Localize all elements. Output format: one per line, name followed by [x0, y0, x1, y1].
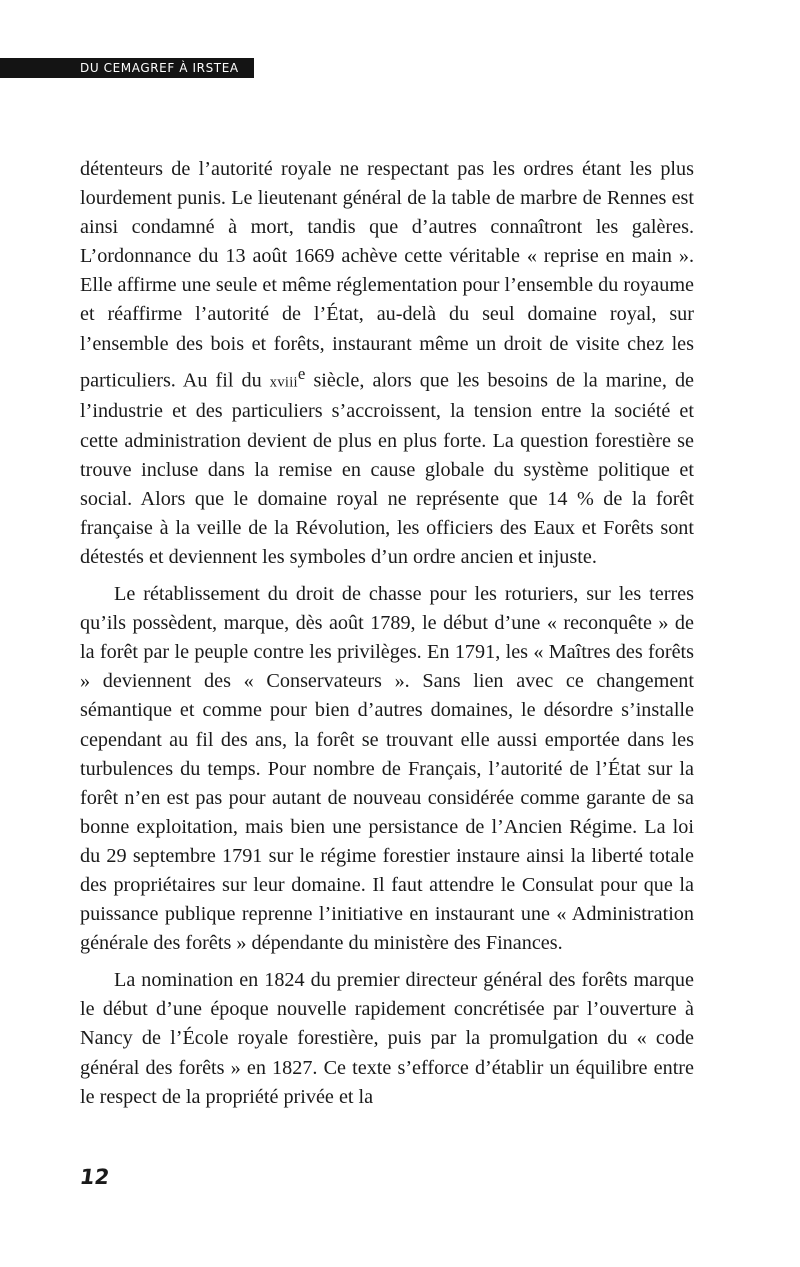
century-numeral: xviii: [269, 374, 298, 391]
page-number: 12: [78, 1165, 111, 1189]
paragraph-3: La nomination en 1824 du premier directeur général des forêts marque le début d’une époque nouvelle rapidement concrétisée par l’ouverture à Nancy de l’École royale forestière, puis par la promulgation du « code général des forêts » en 1827. Ce texte s’efforce d’établir un équilibre entre le respect de la propriété privée et la: [80, 969, 694, 1108]
paragraph-2: Le rétablissement du droit de chasse pour les roturiers, sur les terres qu’ils possèdent, marque, dès août 1789, le début d’une « reconquête » de la forêt par le peuple contre les privilèges. En 1791, les « Maîtres des forêts » deviennent des « Conservateurs ». Sans lien avec ce changement sémantique et comme pour bien d’autres domaines, le désordre s’installe cependant au fil des ans, la forêt se trouvant elle aussi emportée dans les turbulences du temps. Pour nombre de Français, l’autorité de l’État sur la forêt n’en est pas pour autant de nouveau considérée comme garante de sa bonne exploitation, mais bien une persistance de l’Ancien Régime. La loi du 29 septembre 1791 sur le régime forestier instaure ainsi la liberté totale des propriétaires sur leur domaine. Il faut attendre le Consulat pour que la puissance publique reprenne l’initiative en instaurant une « Administration générale des forêts » dépendante du ministère des Finances.: [80, 583, 694, 955]
paragraph-1: [80, 155, 694, 572]
running-header: [0, 58, 254, 78]
paragraph-1-part-a: détenteurs de l’autorité royale ne respectant pas les ordres étant les plus lourdement punis. Le lieutenant général de la table de marbre de Rennes est ainsi condamné à mort, tandis que d’autres connaîtront les galères. L’ordonnance du 13 août 1669 achève cette véritable « reprise en main ». Elle affirme une seule et même réglementation pour l’ensemble du royaume et réaffirme l’autorité de l’État, au-delà du seul domaine royal, sur l’ensemble des bois et forêts, instaurant même un droit de visite chez les particuliers. Au fil du: [80, 158, 694, 392]
century-superscript: e: [297, 363, 306, 383]
running-title: DU CEMAGREF À IRSTEA: [80, 61, 239, 75]
body-text: [80, 155, 694, 1112]
paragraph-1-part-b: siècle, alors que les besoins de la marine, de l’industrie et des particuliers s’accroissent, la tension entre la société et cette administration devient de plus en plus forte. La question forestière se trouve incluse dans la remise en cause globale du système politique et social. Alors que le domaine royal ne représente que 14 % de la forêt française à la veille de la Révolution, les officiers des Eaux et Forêts sont détestés et deviennent les symboles d’un ordre ancien et injuste.: [80, 369, 694, 568]
